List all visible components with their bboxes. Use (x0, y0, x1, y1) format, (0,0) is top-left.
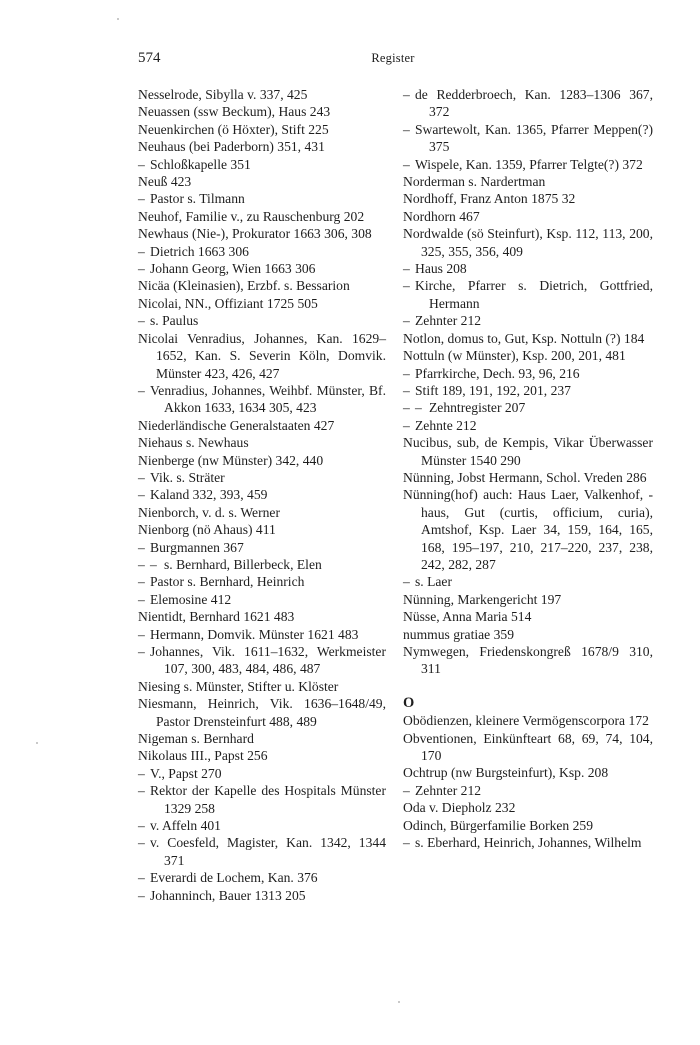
index-entry (138, 330, 386, 382)
dash-marker: – (138, 487, 145, 503)
index-entry (403, 712, 653, 729)
entry-text: Nünning, Jobst Hermann, Schol. Vreden 286 (403, 469, 647, 485)
entry-text: Wispele, Kan. 1359, Pfarrer Telgte(?) 372 (415, 156, 643, 172)
entry-text: Nünning(hof) auch: Haus Laer, Valkenhof, -haus, Gut (curtis, officium, curia), Amtshof, Ksp. Laer 34, 159, 164, 165, 168, 195–197, 210, 217–220, 237, 238, 242, 282, 287 (403, 487, 653, 572)
index-entry (403, 469, 653, 486)
entry-text: Pfarrkirche, Dech. 93, 96, 216 (415, 365, 580, 381)
entry-text: Nienborg (nö Ahaus) 411 (138, 522, 276, 538)
dash-marker: – (138, 243, 145, 259)
index-subentry (138, 469, 386, 486)
index-entry (403, 225, 653, 260)
entry-text: Pastor s. Tilmann (150, 191, 245, 207)
index-subentry (138, 312, 386, 329)
dash-marker: – (138, 765, 145, 781)
entry-text: Obödienzen, kleinere Vermögenscorpora 172 (403, 713, 649, 729)
dash-marker: – (403, 261, 410, 277)
index-subentry (403, 86, 653, 121)
entry-text: Nikolaus III., Papst 256 (138, 748, 268, 764)
entry-text: Obventionen, Einkünfteart 68, 69, 74, 104, 170 (403, 730, 653, 764)
entry-text: Nicolai, NN., Offiziant 1725 505 (138, 295, 318, 311)
entry-text: Niehaus s. Newhaus (138, 435, 249, 451)
index-subentry (403, 121, 653, 156)
index-entry (138, 730, 386, 747)
entry-text: V., Papst 270 (150, 765, 222, 781)
index-entry (138, 208, 386, 225)
index-subentry (138, 539, 386, 556)
page-header (138, 50, 648, 72)
index-entry (138, 138, 386, 155)
index-entry (138, 521, 386, 538)
entry-text: Swartewolt, Kan. 1365, Pfarrer Meppen(?) 375 (415, 121, 653, 155)
index-subentry (403, 277, 653, 312)
entry-text: O (403, 694, 415, 711)
index-subentry (138, 556, 386, 573)
entry-text: Nicolai Venradius, Johannes, Kan. 1629–1652, Kan. S. Severin Köln, Domvik. Münster 423, 426, 427 (138, 330, 386, 381)
entry-text: Nordhorn 467 (403, 208, 480, 224)
page-number: 574 (138, 50, 161, 66)
entry-text: s. Eberhard, Heinrich, Johannes, Wilhelm (415, 835, 642, 851)
entry-text: Nordhoff, Franz Anton 1875 32 (403, 191, 576, 207)
index-subentry (403, 417, 653, 434)
index-subentry (138, 190, 386, 207)
dash-marker: – (403, 382, 410, 398)
index-subentry (138, 382, 386, 417)
dash-marker: – (138, 870, 145, 886)
index-entry (138, 103, 386, 120)
entry-text: Kaland 332, 393, 459 (150, 487, 268, 503)
dash-marker: – (138, 382, 145, 398)
dash-marker: – (138, 469, 145, 485)
index-entry (138, 452, 386, 469)
index-entry (138, 695, 386, 730)
entry-text: Ochtrup (nw Burgsteinfurt), Ksp. 208 (403, 765, 609, 781)
index-entry (403, 626, 653, 643)
entry-text: Neuassen (ssw Beckum), Haus 243 (138, 104, 331, 120)
index-entry (403, 190, 653, 207)
index-entry (138, 417, 386, 434)
entry-text: Nicäa (Kleinasien), Erzbf. s. Bessarion (138, 278, 350, 294)
index-column-right (403, 86, 653, 851)
index-entry (138, 295, 386, 312)
index-entry (403, 434, 653, 469)
entry-text: Haus 208 (415, 261, 467, 277)
entry-text: v. Affeln 401 (150, 818, 221, 834)
dash-marker: – (138, 887, 145, 903)
entry-text: v. Coesfeld, Magister, Kan. 1342, 1344 371 (150, 835, 386, 868)
index-subentry (138, 869, 386, 886)
scan-speck (36, 742, 38, 744)
entry-text: Pastor s. Bernhard, Heinrich (150, 574, 305, 590)
entry-text: Nucibus, sub, de Kempis, Vikar Überwasser Münster 1540 290 (403, 435, 653, 468)
index-subentry (138, 643, 386, 678)
index-entry (138, 608, 386, 625)
dash-marker: – (403, 87, 410, 102)
dash-marker: – (138, 574, 145, 590)
entry-text: Zehnter 212 (415, 313, 482, 329)
entry-text: de Redderbroech, Kan. 1283–1306 367, 372 (415, 87, 653, 120)
entry-text: Newhaus (Nie-), Prokurator 1663 306, 308 (138, 226, 372, 242)
entry-text: s. Bernhard, Billerbeck, Elen (164, 556, 322, 572)
index-entry (403, 764, 653, 781)
index-entry (403, 486, 653, 573)
dash-marker: – (138, 539, 145, 555)
entry-text: Neuß 423 (138, 174, 192, 190)
index-subentry (138, 765, 386, 782)
index-subentry (403, 573, 653, 590)
index-subentry (403, 365, 653, 382)
entry-text: Oda v. Diepholz 232 (403, 800, 516, 816)
entry-text: Johann Georg, Wien 1663 306 (150, 261, 316, 277)
index-subentry (403, 782, 653, 799)
entry-text: Dietrich 1663 306 (150, 243, 249, 259)
entry-text: Nünning, Markengericht 197 (403, 591, 562, 607)
index-entry (403, 591, 653, 608)
index-entry (403, 208, 653, 225)
section-letter (403, 695, 653, 712)
scan-speck (398, 1001, 400, 1003)
index-subentry (138, 156, 386, 173)
scan-speck (117, 18, 119, 20)
entry-text: s. Paulus (150, 313, 199, 329)
index-subentry (403, 312, 653, 329)
index-entry (403, 173, 653, 190)
index-subentry (138, 817, 386, 834)
entry-text: Neuenkirchen (ö Höxter), Stift 225 (138, 121, 329, 137)
entry-text: Johannes, Vik. 1611–1632, Werkmeister 107, 300, 483, 484, 486, 487 (150, 644, 386, 677)
entry-text: Elemosine 412 (150, 591, 232, 607)
index-entry (138, 277, 386, 294)
index-entry (403, 817, 653, 834)
entry-text: Zehnter 212 (415, 782, 482, 798)
entry-text: Neuhaus (bei Paderborn) 351, 431 (138, 139, 325, 155)
entry-text: Rektor der Kapelle des Hospitals Münster 1329 258 (150, 783, 386, 816)
dash-marker: – (403, 121, 410, 137)
entry-text: Neuhof, Familie v., zu Rauschenburg 202 (138, 208, 365, 224)
index-entry (138, 504, 386, 521)
entry-text: Nienborch, v. d. s. Werner (138, 504, 280, 520)
dash-marker: – (138, 591, 145, 607)
index-subentry (138, 243, 386, 260)
entry-text: Nüsse, Anna Maria 514 (403, 609, 532, 625)
dash-marker: – (403, 400, 410, 416)
dash-marker: – (415, 400, 422, 416)
dash-marker: – (138, 191, 145, 207)
entry-text: Nigeman s. Bernhard (138, 731, 254, 747)
entry-text: Niesmann, Heinrich, Vik. 1636–1648/49, Pastor Drensteinfurt 488, 489 (138, 696, 386, 729)
dash-marker: – (138, 156, 145, 172)
index-subentry (138, 626, 386, 643)
running-head: Register (371, 51, 415, 65)
index-subentry (403, 260, 653, 277)
entry-text: Zehntregister 207 (429, 400, 526, 416)
index-subentry (138, 573, 386, 590)
dash-marker: – (138, 818, 145, 834)
index-entry (403, 347, 653, 364)
entry-text: Nesselrode, Sibylla v. 337, 425 (138, 87, 308, 102)
dash-marker: – (403, 417, 410, 433)
index-entry (403, 608, 653, 625)
index-entry (403, 799, 653, 816)
entry-text: Everardi de Lochem, Kan. 376 (150, 870, 318, 886)
index-entry (138, 173, 386, 190)
entry-text: Odinch, Bürgerfamilie Borken 259 (403, 817, 594, 833)
index-subentry (138, 782, 386, 817)
index-subentry (138, 834, 386, 869)
entry-text: Nientidt, Bernhard 1621 483 (138, 609, 295, 625)
index-entry (138, 434, 386, 451)
entry-text: Notlon, domus to, Gut, Ksp. Nottuln (?) 184 (403, 330, 645, 346)
index-entry (138, 678, 386, 695)
index-entry (403, 643, 653, 678)
index-subentry (138, 887, 386, 904)
entry-text: Vik. s. Sträter (150, 469, 225, 485)
entry-text: s. Laer (415, 574, 452, 590)
entry-text: Kirche, Pfarrer s. Dietrich, Gottfried, Hermann (415, 278, 653, 311)
index-entry (138, 121, 386, 138)
entry-text: Nienberge (nw Münster) 342, 440 (138, 452, 324, 468)
index-subentry (138, 260, 386, 277)
entry-text: nummus gratiae 359 (403, 626, 514, 642)
entry-text: Nymwegen, Friedenskongreß 1678/9 310, 311 (403, 644, 653, 677)
dash-marker: – (150, 556, 157, 572)
dash-marker: – (138, 644, 145, 659)
dash-marker: – (138, 261, 145, 277)
dash-marker: – (403, 574, 410, 590)
entry-text: Niesing s. Münster, Stifter u. Klöster (138, 678, 339, 694)
index-entry (403, 730, 653, 765)
entry-text: Zehnte 212 (415, 417, 477, 433)
index-subentry (138, 591, 386, 608)
entry-text: Venradius, Johannes, Weihbf. Münster, Bf. Akkon 1633, 1634 305, 423 (150, 382, 386, 416)
dash-marker: – (138, 626, 145, 642)
entry-text: Johanninch, Bauer 1313 205 (150, 887, 306, 903)
dash-marker: – (403, 278, 410, 294)
dash-marker: – (138, 313, 145, 329)
dash-marker: – (403, 156, 410, 172)
index-entry (138, 747, 386, 764)
dash-marker: – (403, 365, 410, 381)
entry-text: Schloßkapelle 351 (150, 156, 251, 172)
entry-text: Norderman s. Nardertman (403, 174, 546, 190)
entry-text: Burgmannen 367 (150, 539, 244, 555)
dash-marker: – (403, 782, 410, 798)
dash-marker: – (403, 835, 410, 851)
index-entry (138, 86, 386, 103)
entry-text: Nordwalde (sö Steinfurt), Ksp. 112, 113, 200, 325, 355, 356, 409 (403, 226, 653, 259)
entry-text: Niederländische Generalstaaten 427 (138, 417, 335, 433)
entry-text: Stift 189, 191, 192, 201, 237 (415, 382, 571, 398)
index-subentry (403, 382, 653, 399)
dash-marker: – (403, 313, 410, 329)
index-entry (403, 330, 653, 347)
section-gap (403, 678, 653, 695)
entry-text: Hermann, Domvik. Münster 1621 483 (150, 626, 359, 642)
dash-marker: – (138, 783, 145, 799)
entry-text: Nottuln (w Münster), Ksp. 200, 201, 481 (403, 348, 626, 364)
dash-marker: – (138, 835, 145, 851)
index-subentry (403, 834, 653, 851)
index-entry (138, 225, 386, 242)
dash-marker: – (138, 556, 145, 572)
index-subentry (403, 399, 653, 416)
index-subentry (403, 156, 653, 173)
index-subentry (138, 486, 386, 503)
index-column-left (138, 86, 386, 904)
